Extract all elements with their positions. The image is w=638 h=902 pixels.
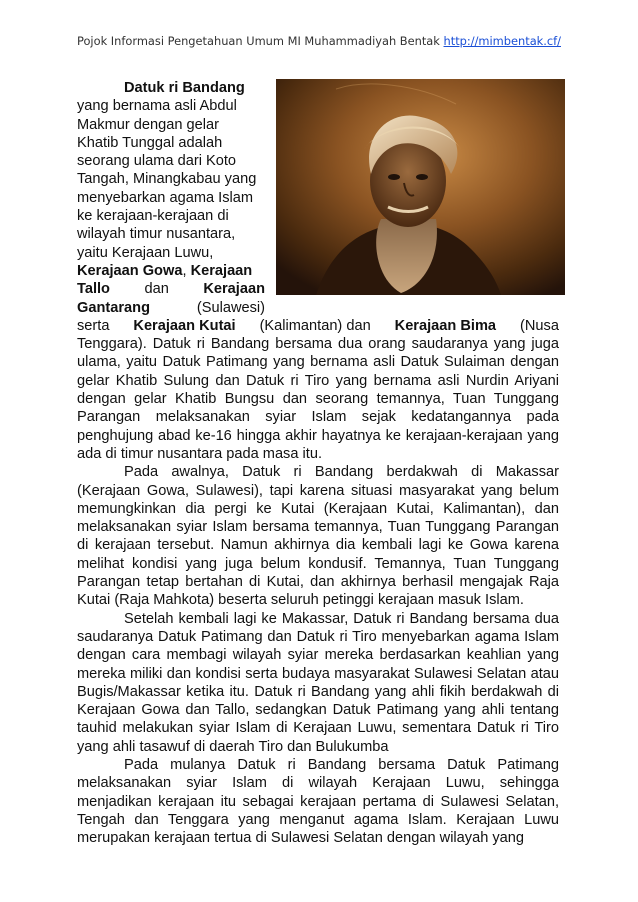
header-text: Pojok Informasi Pengetahuan Umum MI Muhammadiyah Bentak — [77, 34, 440, 48]
intro-title-line — [77, 79, 265, 97]
kerajaan-tallo-a: Kerajaan — [190, 262, 253, 279]
kerajaan-tallo-b: Tallo — [77, 281, 110, 298]
region-sulawesi: (Sulawesi) — [196, 299, 265, 316]
intro-line: seorang ulama dari Koto — [77, 153, 237, 170]
article-body — [77, 79, 559, 847]
intro-line — [77, 280, 265, 298]
kerajaan-gowa: Kerajaan Gowa — [77, 262, 183, 279]
intro-paragraph-rest: Tenggara). Datuk ri Bandang bersama dua orang saudaranya yang juga ulama, yaitu Datuk Patimang yang bernama asli Datuk Sulaiman dengan gelar Khatib Sulung dan Datuk ri Tiro yang bernama asli Nurdin Ariyani dengan gelar Khatib Bungsu dan seorang temannya, Tuan Tunggang Parangan melaksanakan syiar Islam sejak kedatangannya pada penghujung abad ke-16 hingga akhir hayatnya ke kerajaan-kerajaan yang ada di timur nusantara pada masa itu. — [77, 336, 559, 462]
intro-line: wilayah timur nusantara, — [77, 226, 236, 243]
paragraph: Pada awalnya, Datuk ri Bandang berdakwah di Makassar (Kerajaan Gowa, Sulawesi), tapi karena situasi masyarakat yang belum memungkinkan dia pergi ke Kutai (Kerajaan Kutai, Kalimantan), dan melaksanakan syiar Islam bersama temannya, Tuan Tunggang Parangan di kerajaan tersebut. Namun akhirnya dia kembali lagi ke Gowa karena melihat kondisi yang juga belum kondusif. Temannya, Tuan Tunggang Parangan tetap bertahan di Kutai, dan akhirnya berhasil mengajak Raja Kutai (Raja Mahkota) beserta seluruh petinggi kerajaan masuk Islam. — [77, 464, 559, 609]
intro-line: Khatib Tunggal adalah — [77, 134, 223, 151]
intro-line: yang bernama asli Abdul — [77, 98, 237, 115]
conj-dan: dan — [144, 281, 169, 298]
intro-line-full — [77, 317, 559, 335]
intro-line: Kerajaan Gowa, Kerajaan — [77, 262, 253, 279]
page-header — [0, 34, 638, 48]
kerajaan-bima: Kerajaan Bima — [394, 317, 497, 334]
intro-line: menyebarkan agama Islam — [77, 189, 254, 206]
intro-line: yaitu Kerajaan Luwu, — [77, 244, 214, 261]
kerajaan-kutai: Kerajaan Kutai — [133, 317, 236, 334]
region-nusa: (Nusa — [520, 317, 559, 334]
intro-line: Tangah, Minangkabau yang — [77, 171, 257, 188]
kerajaan-tallo-c: Kerajaan — [203, 281, 265, 298]
header-link[interactable]: http://mimbentak.cf/ — [443, 34, 561, 48]
paragraph: Pada mulanya Datuk ri Bandang bersama Datuk Patimang melaksanakan syiar Islam di wilayah Kerajaan Luwu, sehingga menjadikan kerajaan itu sebagai kerajaan pertama di Sulawesi Selatan, Tengah dan Tenggara yang menganut agama Islam. Kerajaan Luwu merupakan kerajaan tertua di Sulawesi Selatan dengan wilayah yang — [77, 756, 559, 847]
intro-line — [77, 299, 265, 317]
intro-wrap — [77, 79, 265, 317]
kerajaan-gantarang: Gantarang — [77, 299, 150, 316]
region-kalimantan: (Kalimantan) dan — [259, 317, 371, 334]
article-title: Datuk ri Bandang — [124, 80, 245, 96]
word-serta: serta — [77, 317, 110, 334]
intro-line: ke kerajaan-kerajaan di — [77, 208, 229, 225]
paragraph: Setelah kembali lagi ke Makassar, Datuk ri Bandang bersama dua saudaranya Datuk Patimang dan Datuk ri Tiro menyebarkan agama Islam dengan cara membagi wilayah syiar mereka berdasarkan keahlian yang mereka miliki dan kondisi serta budaya masyarakat Sulawesi Selatan atau Bugis/Makassar ketika itu. Datuk ri Bandang yang ahli fikih berdakwah di Kerajaan Gowa dan Tallo, sedangkan Datuk Patimang yang ahli tentang tauhid melakukan syiar Islam di Kerajaan Luwu, sementara Datuk ri Tiro yang ahli tasawuf di daerah Tiro dan Bulukumba — [77, 610, 559, 755]
intro-line: Makmur dengan gelar — [77, 116, 219, 133]
